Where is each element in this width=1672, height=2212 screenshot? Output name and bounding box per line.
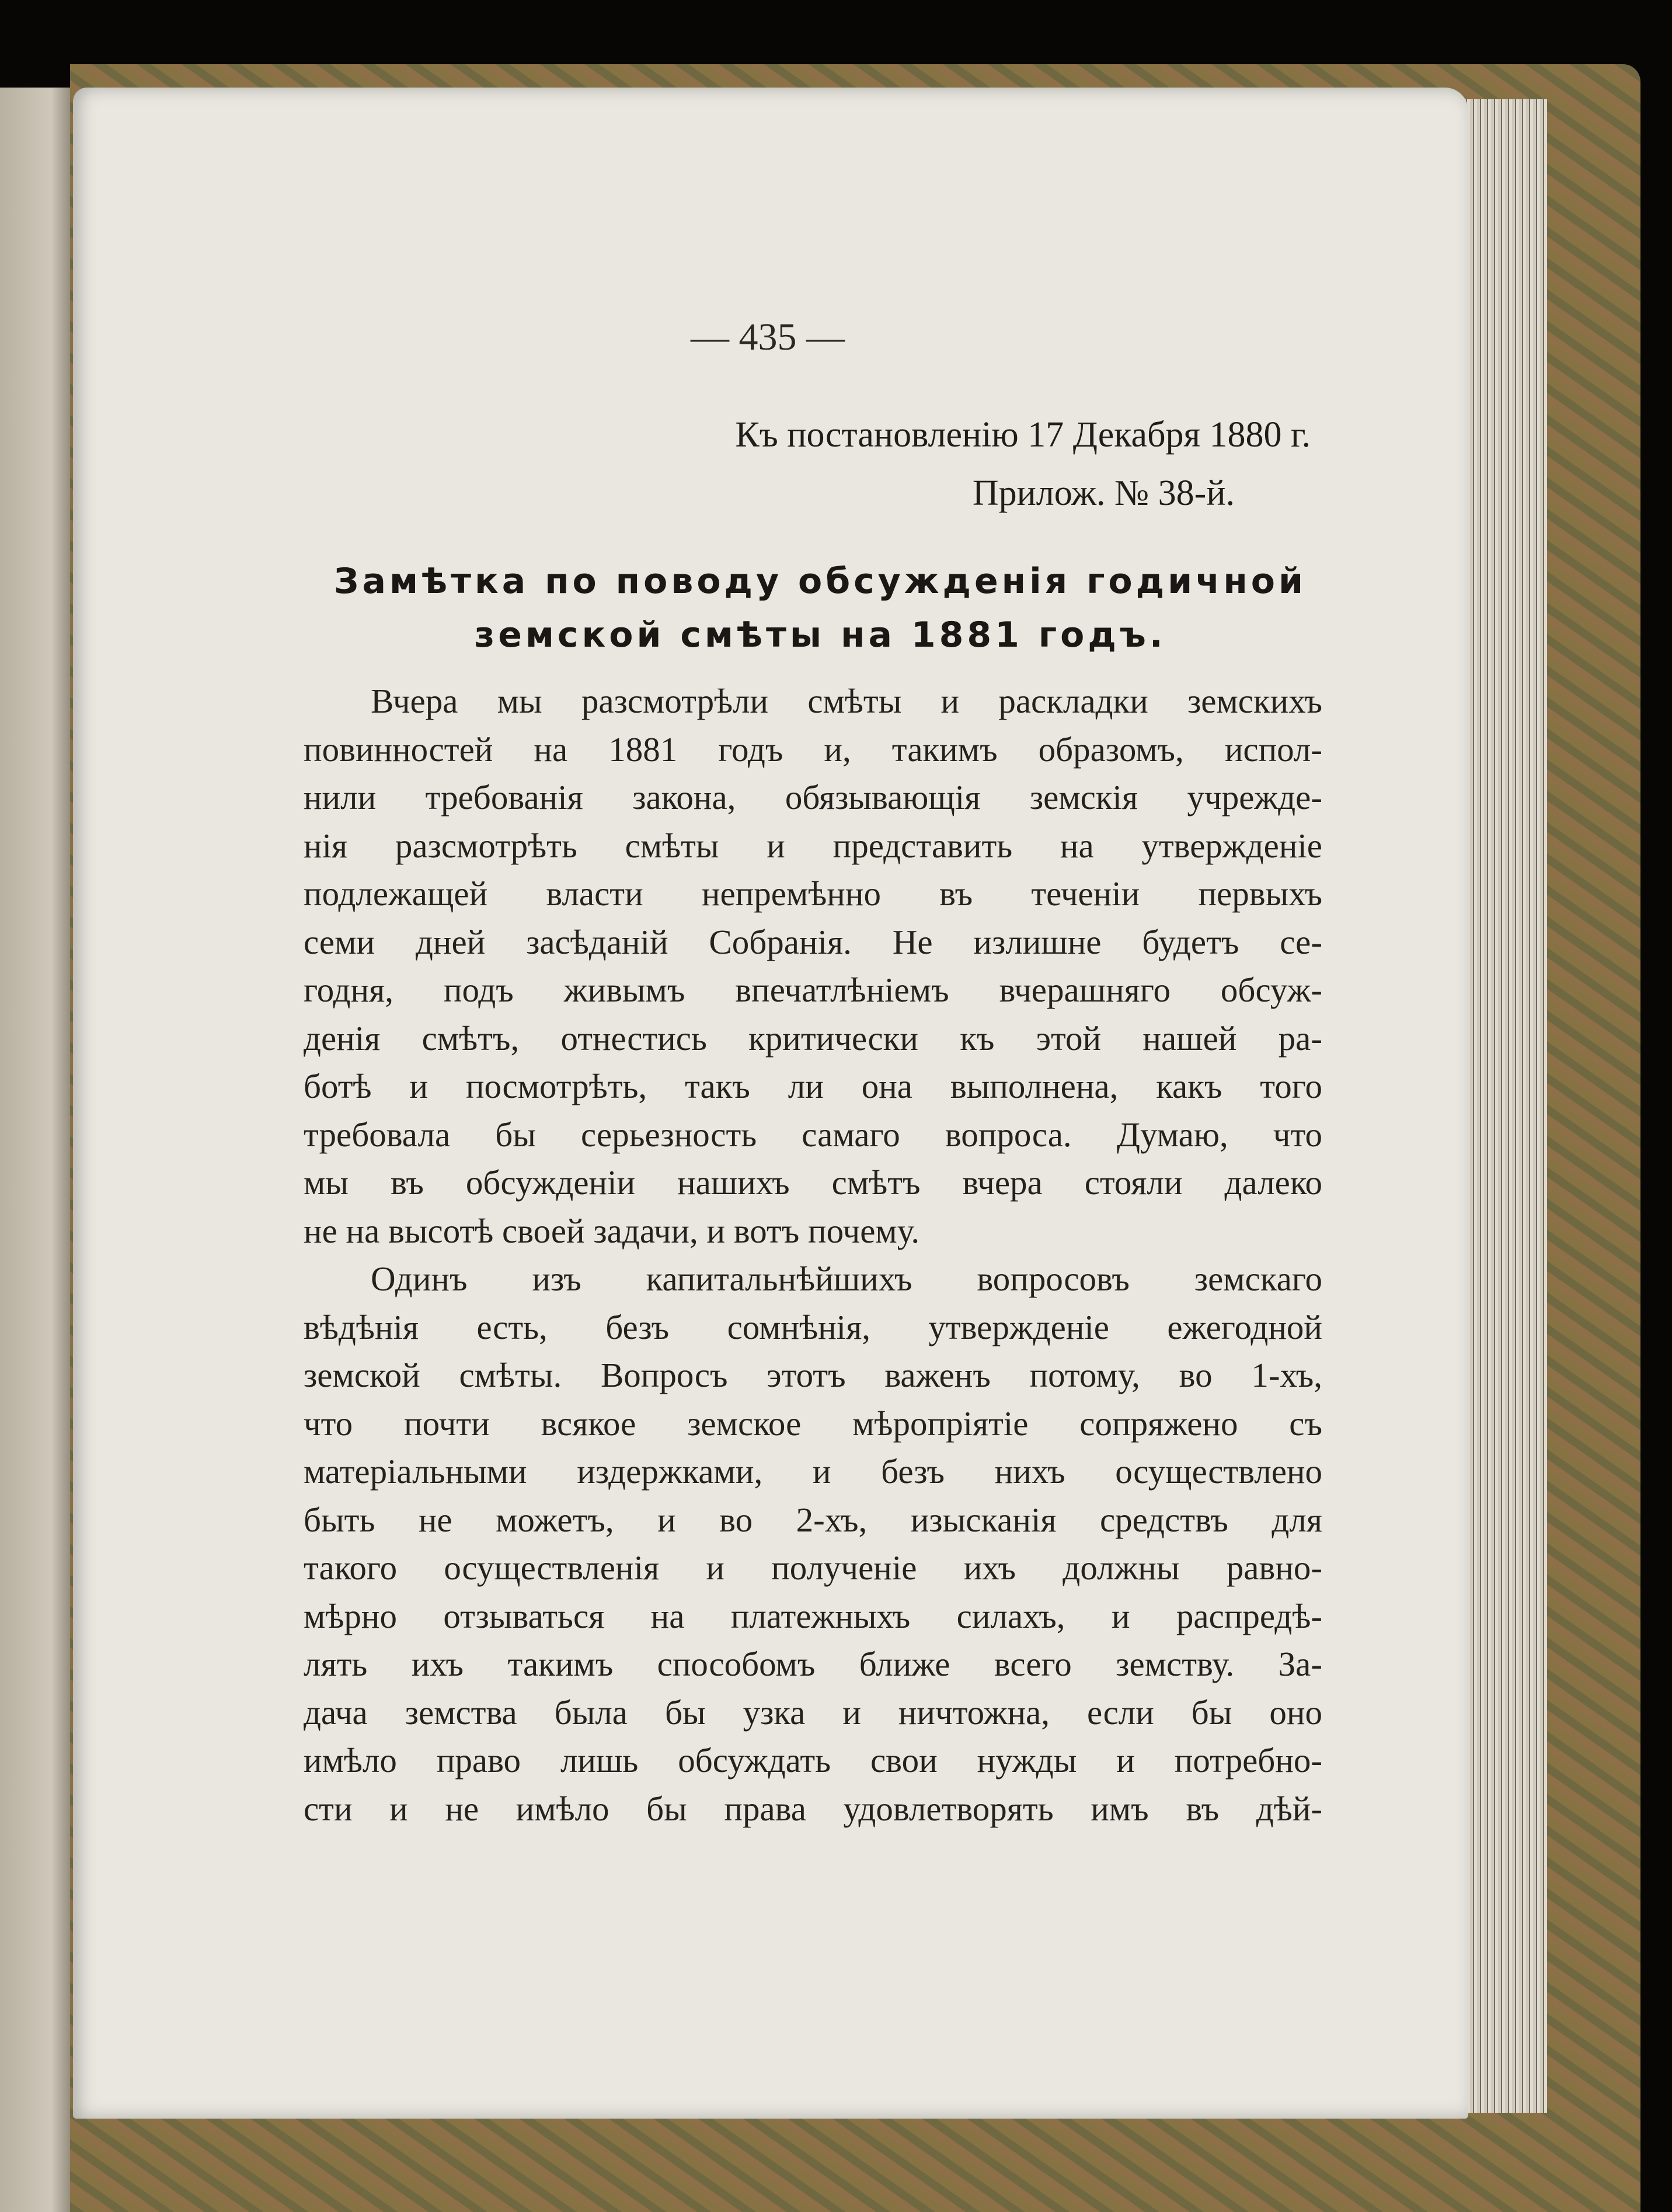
text-line: семи дней засѣданій Собранія. Не излишне будетъ се-	[304, 922, 1322, 961]
text-line: вѣдѣнія есть, безъ сомнѣнія, утвержденіе ежегодной	[304, 1307, 1322, 1346]
heading-line: земской смѣты на 1881 годъ.	[474, 615, 1166, 655]
text-line: лять ихъ такимъ способомъ ближе всего земству. За-	[304, 1645, 1322, 1683]
body-text	[304, 677, 1322, 1833]
text-line: что почти всякое земское мѣропріятіе сопряжено съ	[304, 1404, 1322, 1443]
text-line: ботѣ и посмотрѣть, такъ ли она выполнена, какъ того	[304, 1067, 1322, 1105]
book-page	[73, 88, 1468, 2119]
text-line: повинностей на 1881 годъ и, такимъ образомъ, испол-	[304, 730, 1322, 769]
article-heading	[306, 554, 1334, 662]
text-line: нили требованія закона, обязывающія земскія учрежде-	[304, 778, 1322, 817]
text-line: быть не можетъ, и во 2-хъ, изысканія средствъ для	[304, 1500, 1322, 1539]
text-line: имѣло право лишь обсуждать свои нужды и потребно-	[304, 1741, 1322, 1780]
resolution-reference: Къ постановленію 17 Декабря 1880 г.	[735, 415, 1311, 455]
text-line: матеріальными издержками, и безъ нихъ осуществлено	[304, 1452, 1322, 1491]
text-line: Одинъ изъ капитальнѣйшихъ вопросовъ земскаго	[371, 1259, 1322, 1298]
left-page-edge	[0, 88, 73, 2212]
text-line: мѣрно отзываться на платежныхъ силахъ, и распредѣ-	[304, 1596, 1322, 1635]
text-line: годня, подъ живымъ впечатлѣніемъ вчерашняго обсуж-	[304, 971, 1322, 1009]
heading-line: Замѣтка по поводу обсужденія годичной	[333, 561, 1307, 602]
text-line: не на высотѣ своей задачи, и вотъ почему.	[304, 1211, 920, 1250]
text-line: Вчера мы разсмотрѣли смѣты и раскладки земскихъ	[371, 682, 1322, 720]
text-line: денія смѣтъ, отнестись критически къ этой нашей ра-	[304, 1018, 1322, 1058]
text-line: сти и не имѣло бы права удовлетворять имъ въ дѣй-	[304, 1789, 1322, 1828]
appendix-label: Прилож. № 38-й.	[972, 473, 1235, 513]
text-line: мы въ обсужденіи нашихъ смѣтъ вчера стояли далеко	[304, 1163, 1322, 1202]
text-line: подлежащей власти непремѣнно въ теченіи первыхъ	[304, 874, 1322, 913]
text-line: земской смѣты. Вопросъ этотъ важенъ потому, во 1-хъ,	[304, 1356, 1322, 1394]
paragraph	[304, 1255, 1322, 1833]
text-line: дача земства была бы узка и ничтожна, если бы оно	[304, 1693, 1322, 1732]
text-line: нія разсмотрѣть смѣты и представить на утвержденіе	[304, 826, 1322, 865]
paragraph	[304, 677, 1322, 1255]
page-number: — 435 —	[691, 316, 845, 358]
text-line: такого осуществленія и полученіе ихъ должны равно-	[304, 1548, 1322, 1587]
text-line: требовала бы серьезность самаго вопроса. Думаю, что	[304, 1115, 1322, 1154]
